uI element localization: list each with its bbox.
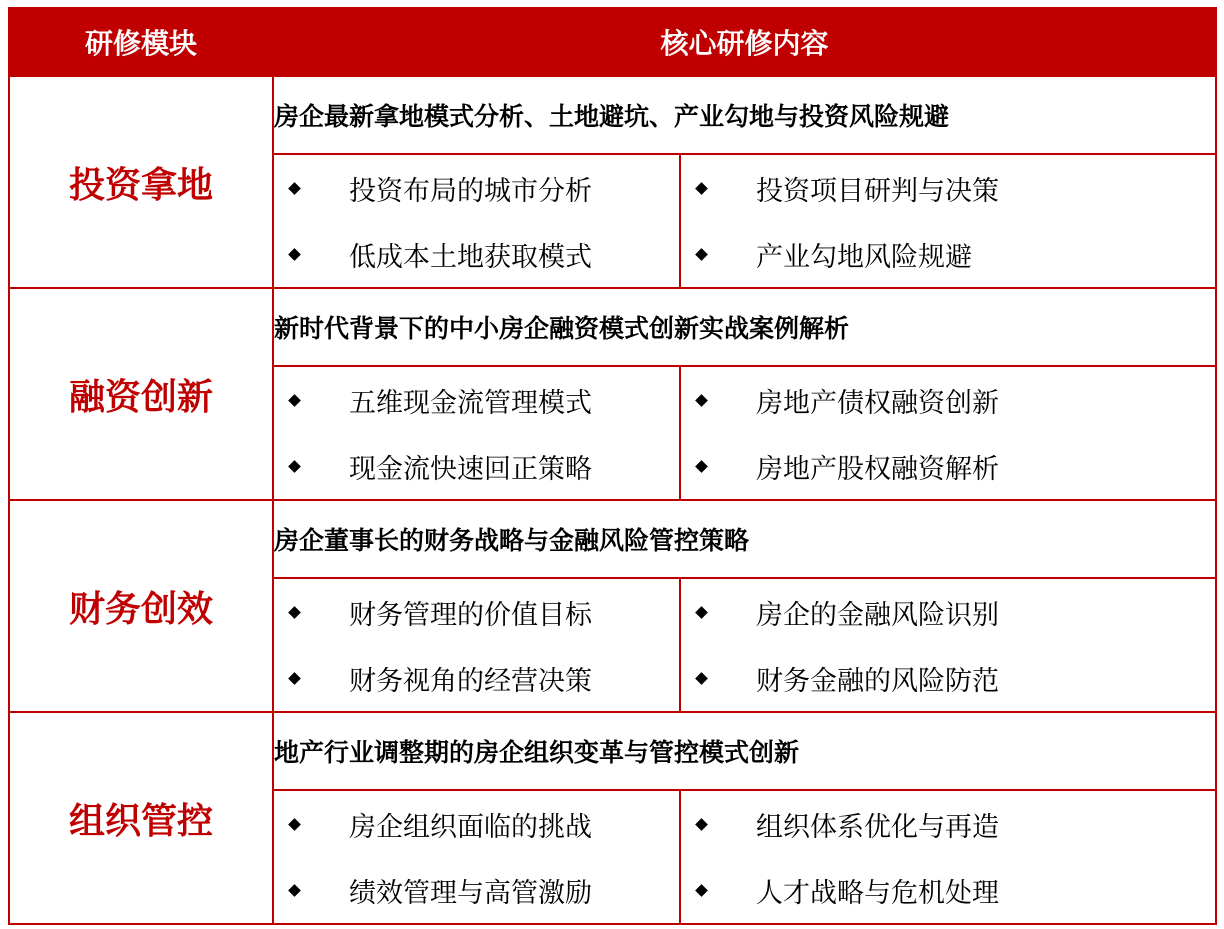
points-right: [680, 790, 1216, 924]
point-item: [274, 155, 679, 221]
module-topic: 新时代背景下的中小房企融资模式创新实战案例解析: [273, 288, 1216, 366]
points-right: [680, 578, 1216, 712]
diamond-bullet-icon: [288, 460, 301, 473]
header-module: 研修模块: [9, 8, 273, 76]
point-text: 财务视角的经营决策: [349, 665, 592, 697]
point-text: 投资布局的城市分析: [349, 175, 592, 207]
header-row: [9, 8, 1216, 76]
point-item: [274, 857, 679, 923]
point-text: 现金流快速回正策略: [349, 453, 592, 485]
module-topic: 房企董事长的财务战略与金融风险管控策略: [273, 500, 1216, 578]
module-row: [9, 500, 1216, 578]
module-row: [9, 712, 1216, 790]
diamond-bullet-icon: [695, 884, 708, 897]
point-item: [274, 221, 679, 287]
point-item: [681, 791, 1215, 857]
module-topic: 地产行业调整期的房企组织变革与管控模式创新: [273, 712, 1216, 790]
diamond-bullet-icon: [695, 248, 708, 261]
points-right: [680, 154, 1216, 288]
curriculum-table: [8, 7, 1217, 925]
point-item: [274, 367, 679, 433]
point-item: [274, 645, 679, 711]
point-text: 房地产债权融资创新: [756, 387, 999, 419]
diamond-bullet-icon: [695, 818, 708, 831]
diamond-bullet-icon: [695, 394, 708, 407]
point-text: 房企组织面临的挑战: [349, 811, 592, 843]
point-text: 财务金融的风险防范: [756, 665, 999, 697]
module-row: [9, 76, 1216, 154]
diamond-bullet-icon: [695, 182, 708, 195]
points-left: [273, 366, 680, 500]
point-item: [274, 433, 679, 499]
point-text: 房企的金融风险识别: [756, 599, 999, 631]
point-text: 产业勾地风险规避: [756, 241, 972, 273]
point-text: 财务管理的价值目标: [349, 599, 592, 631]
diamond-bullet-icon: [288, 606, 301, 619]
point-item: [681, 155, 1215, 221]
point-text: 低成本土地获取模式: [349, 241, 592, 273]
diamond-bullet-icon: [288, 884, 301, 897]
points-left: [273, 154, 680, 288]
diamond-bullet-icon: [288, 394, 301, 407]
point-item: [681, 579, 1215, 645]
diamond-bullet-icon: [288, 672, 301, 685]
module-row: [9, 288, 1216, 366]
module-name: 财务创效: [9, 500, 273, 712]
module-name: 融资创新: [9, 288, 273, 500]
point-item: [681, 433, 1215, 499]
point-text: 组织体系优化与再造: [756, 811, 999, 843]
point-text: 五维现金流管理模式: [349, 387, 592, 419]
point-item: [274, 579, 679, 645]
diamond-bullet-icon: [695, 460, 708, 473]
diamond-bullet-icon: [288, 818, 301, 831]
diamond-bullet-icon: [288, 248, 301, 261]
points-left: [273, 578, 680, 712]
point-text: 房地产股权融资解析: [756, 453, 999, 485]
header-content: 核心研修内容: [273, 8, 1216, 76]
point-item: [274, 791, 679, 857]
module-name: 投资拿地: [9, 76, 273, 288]
points-left: [273, 790, 680, 924]
diamond-bullet-icon: [288, 182, 301, 195]
point-item: [681, 367, 1215, 433]
module-name: 组织管控: [9, 712, 273, 924]
point-item: [681, 857, 1215, 923]
point-item: [681, 645, 1215, 711]
point-text: 绩效管理与高管激励: [349, 877, 592, 909]
points-right: [680, 366, 1216, 500]
point-text: 人才战略与危机处理: [756, 877, 999, 909]
diamond-bullet-icon: [695, 672, 708, 685]
diamond-bullet-icon: [695, 606, 708, 619]
module-topic: 房企最新拿地模式分析、土地避坑、产业勾地与投资风险规避: [273, 76, 1216, 154]
point-text: 投资项目研判与决策: [756, 175, 999, 207]
point-item: [681, 221, 1215, 287]
